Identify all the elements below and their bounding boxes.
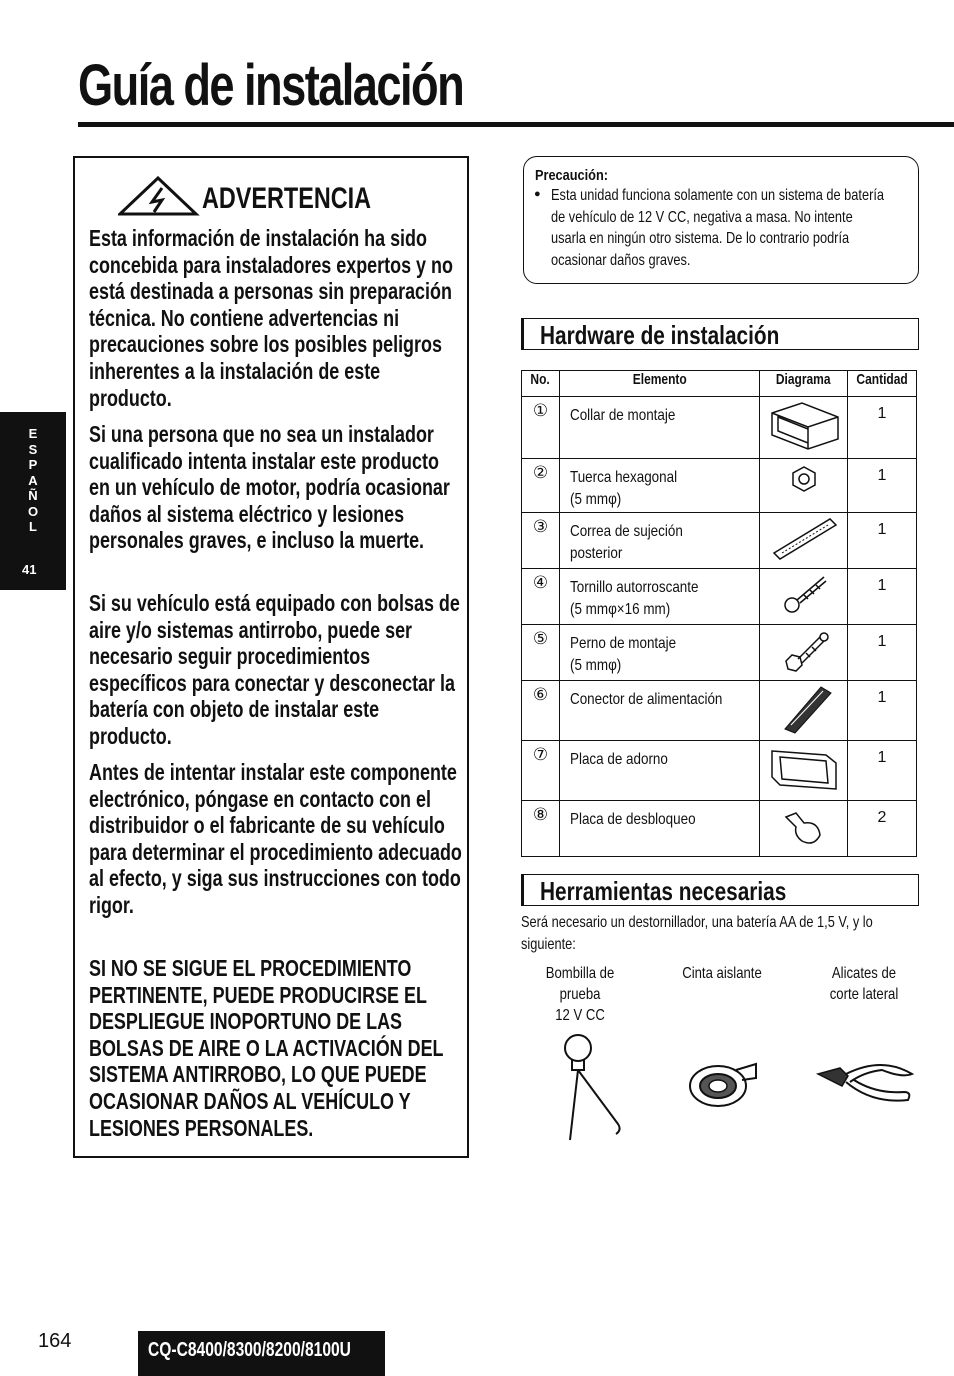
mounting-collar-icon <box>760 397 848 459</box>
row-quantity: 1 <box>848 397 917 459</box>
row-element: Conector de alimentación <box>560 681 760 741</box>
tab-letter: Ñ <box>28 488 38 503</box>
language-tab <box>0 412 66 590</box>
model-number: CQ-C8400/8300/8200/8100U <box>148 1339 351 1361</box>
column-header: Diagrama <box>760 371 848 397</box>
trim-plate-icon <box>760 741 848 801</box>
table-header-row <box>522 371 917 397</box>
page-title: Guía de instalación <box>78 53 464 118</box>
tab-letter: S <box>28 441 38 457</box>
row-element: Tuerca hexagonal (5 mmφ) <box>560 459 760 513</box>
table-row <box>522 459 917 513</box>
hardware-heading: Hardware de instalación <box>540 320 780 350</box>
tab-letter: P <box>28 457 38 472</box>
model-banner <box>138 1331 385 1376</box>
insulating-tape-icon <box>686 1058 760 1114</box>
table-row <box>522 397 917 459</box>
row-element: Tornillo autorroscante (5 mmφ×16 mm) <box>560 569 760 625</box>
warning-paragraph: Si una persona que no sea un instalador cualificado intenta instalar este producto en un vehículo de motor, podría ocasionar daños al sistema eléctrico y lesiones personales graves, e incluso la muerte. <box>89 421 450 554</box>
row-quantity: 1 <box>848 569 917 625</box>
hardware-table <box>521 370 917 857</box>
row-element: Correa de sujeción posterior <box>560 513 760 569</box>
row-quantity: 1 <box>848 681 917 741</box>
column-header: Cantidad <box>848 371 917 397</box>
tab-letter: A <box>28 472 38 488</box>
title-rule <box>78 122 954 127</box>
warning-paragraph: SI NO SE SIGUE EL PROCEDIMIENTO PERTINENTE, PUEDE PRODUCIRSE EL DESPLIEGUE INOPORTUNO DE LAS BOLSAS DE AIRE O LA ACTIVACIÓN DEL SISTEMA ANTIRROBO, LO QUE PUEDE OCASIONAR DAÑOS AL VEHÍCULO Y LESIONES PERSONALES. <box>89 955 444 1141</box>
release-plate-icon <box>760 801 848 857</box>
mounting-bolt-icon <box>760 625 848 681</box>
hex-nut-icon <box>760 459 848 513</box>
column-header: No. <box>522 371 560 397</box>
warning-paragraph: Esta información de instalación ha sido concebida para instaladores expertos y no está destinada a personas sin preparación técnica. No contiene advertencias ni precauciones sobre los posibles peligros inherentes a la instalación de este producto. <box>89 225 453 411</box>
table-row <box>522 569 917 625</box>
page-number: 164 <box>38 1330 72 1352</box>
row-number: ⑦ <box>522 741 560 801</box>
electric-hazard-icon <box>118 176 200 216</box>
row-element: Perno de montaje (5 mmφ) <box>560 625 760 681</box>
row-number: ③ <box>522 513 560 569</box>
tool-label: Bombilla de prueba 12 V CC <box>545 965 615 1024</box>
row-element: Collar de montaje <box>560 397 760 459</box>
table-row <box>522 741 917 801</box>
row-element: Placa de adorno <box>560 741 760 801</box>
rear-strap-icon <box>760 513 848 569</box>
tapping-screw-icon <box>760 569 848 625</box>
column-header: Elemento <box>560 371 760 397</box>
bullet-icon: ● <box>534 188 541 200</box>
tool-label: Cinta aislante <box>682 965 762 982</box>
row-quantity: 1 <box>848 741 917 801</box>
hardware-heading-box <box>521 318 919 350</box>
tools-heading-box <box>521 874 919 906</box>
row-number: ⑧ <box>522 801 560 857</box>
row-quantity: 1 <box>848 625 917 681</box>
table-row <box>522 625 917 681</box>
tab-letter: L <box>29 519 37 534</box>
row-quantity: 1 <box>848 459 917 513</box>
tool-label: Alicates de corte lateral <box>829 965 899 1003</box>
tab-letter: O <box>27 503 39 519</box>
row-element: Placa de desbloqueo <box>560 801 760 857</box>
table-row <box>522 801 917 857</box>
warning-paragraph: Si su vehículo está equipado con bolsas de aire y/o sistemas antirrobo, puede ser necesario seguir procedimientos específicos para conectar y desconectar la batería con objeto de instalar este producto. <box>89 590 460 749</box>
tools-heading: Herramientas necesarias <box>540 876 787 906</box>
row-quantity: 1 <box>848 513 917 569</box>
caution-title: Precaución: <box>535 167 608 184</box>
row-number: ② <box>522 459 560 513</box>
side-cutter-pliers-icon <box>812 1052 918 1112</box>
caution-text: Esta unidad funciona solamente con un sistema de batería de vehículo de 12 V CC, negativa a masa. No intente usarla en ningún otro sistema. De lo contrario podría ocasionar daños graves. <box>551 187 885 269</box>
row-quantity: 2 <box>848 801 917 857</box>
power-connector-icon <box>760 681 848 741</box>
row-number: ⑤ <box>522 625 560 681</box>
row-number: ⑥ <box>522 681 560 741</box>
warning-paragraph: Antes de intentar instalar este componente electrónico, póngase en contacto con el distribuidor o el fabricante de su vehículo para determinar el procedimiento adecuado al efecto, y siga sus instrucciones con todo rigor. <box>89 759 462 918</box>
test-bulb-icon <box>552 1030 632 1142</box>
table-row <box>522 681 917 741</box>
row-number: ① <box>522 397 560 459</box>
tab-letter: E <box>28 426 38 441</box>
tab-page-number: 41 <box>22 562 37 577</box>
tools-intro: Será necesario un destornillador, una batería AA de 1,5 V, y lo siguiente: <box>521 914 873 953</box>
row-number: ④ <box>522 569 560 625</box>
table-row <box>522 513 917 569</box>
warning-heading: ADVERTENCIA <box>202 182 372 215</box>
